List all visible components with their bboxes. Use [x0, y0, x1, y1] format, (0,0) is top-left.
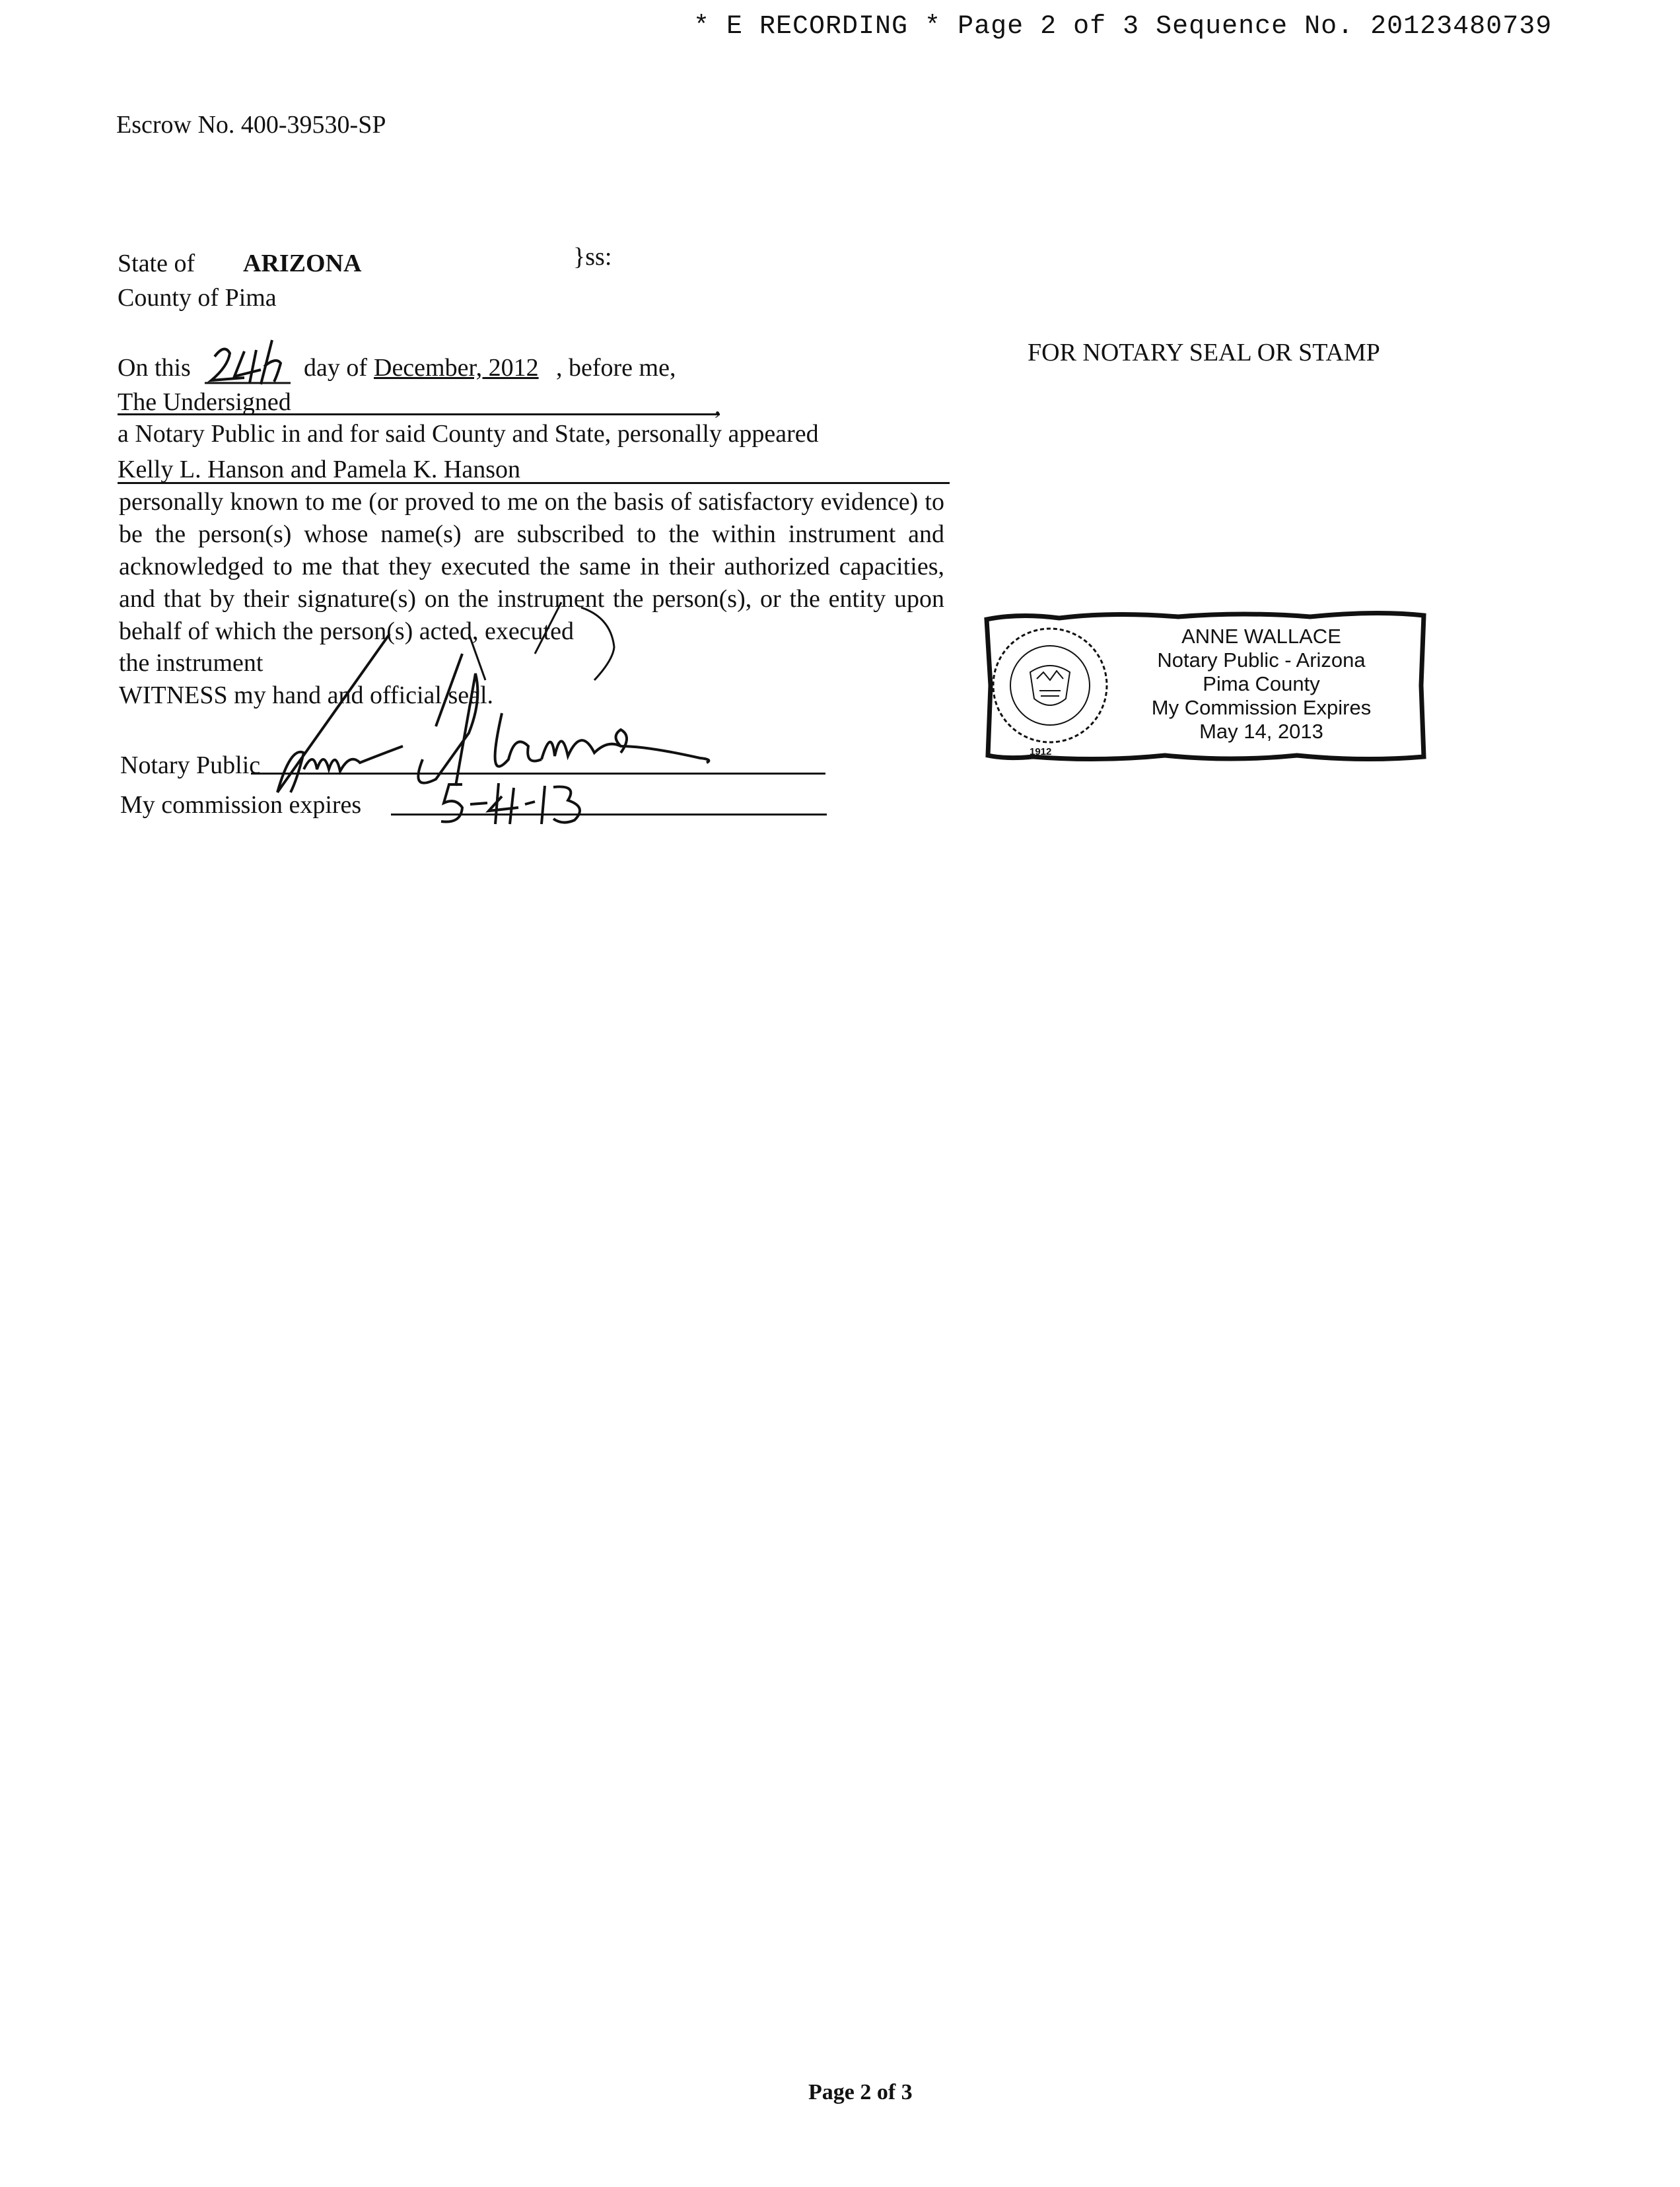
commission-label: My commission expires	[120, 791, 362, 819]
page-footer: Page 2 of 3	[808, 2080, 913, 2104]
officer-name: The Undersigned	[118, 388, 291, 416]
acknowledgment-body-end: the instrument	[119, 649, 263, 677]
escrow-label: Escrow No.	[116, 111, 235, 139]
ss-mark: }ss:	[573, 243, 612, 271]
escrow-number: 400-39530-SP	[240, 111, 386, 139]
seal-year: 1912	[1030, 746, 1052, 757]
before-me: , before me,	[556, 354, 676, 382]
escrow-number-line	[116, 112, 386, 137]
ack-date: December, 2012	[374, 354, 539, 382]
handwritten-commission-date	[436, 778, 608, 831]
seal-area-label: FOR NOTARY SEAL OR STAMP	[1028, 339, 1380, 366]
handwritten-day	[198, 337, 304, 390]
state-value: ARIZONA	[243, 250, 362, 277]
witness-line: WITNESS my hand and official seal.	[119, 681, 494, 709]
notary-public-label: Notary Public	[120, 751, 261, 779]
stamp-commission: My Commission Expires	[1151, 696, 1372, 719]
signers-names: Kelly L. Hanson and Pamela K. Hanson	[118, 456, 520, 483]
state-seal-icon	[993, 629, 1107, 742]
stamp-expires: May 14, 2013	[1199, 720, 1323, 743]
acknowledgment-body: personally known to me (or proved to me on the basis of satisfactory evidence) to be the person(s) whose name(s) are subscribed to the within instrument and acknowledged to me that they executed the same in their authorized capacities, and that by their signature(s) on the instrument the person(s), or the entity upon behalf of which the person(s) acted, executed	[119, 488, 944, 645]
day-of-label: day of	[304, 354, 368, 382]
notary-line: a Notary Public in and for said County and State, personally appeared	[118, 420, 819, 448]
on-this-label: On this	[118, 354, 191, 382]
state-label: State of	[118, 250, 195, 277]
officer-underline	[118, 413, 720, 415]
stamp-name: ANNE WALLACE	[1181, 625, 1341, 648]
signers-underline	[118, 482, 950, 484]
county-label: County of	[118, 284, 219, 312]
recording-header: * E RECORDING * Page 2 of 3 Sequence No. 20123480739	[693, 12, 1553, 42]
county-value: Pima	[225, 284, 277, 312]
county-line	[118, 285, 277, 310]
officer-comma: ,	[715, 392, 721, 420]
stamp-title: Notary Public - Arizona	[1157, 648, 1366, 672]
stamp-county: Pima County	[1203, 672, 1320, 695]
